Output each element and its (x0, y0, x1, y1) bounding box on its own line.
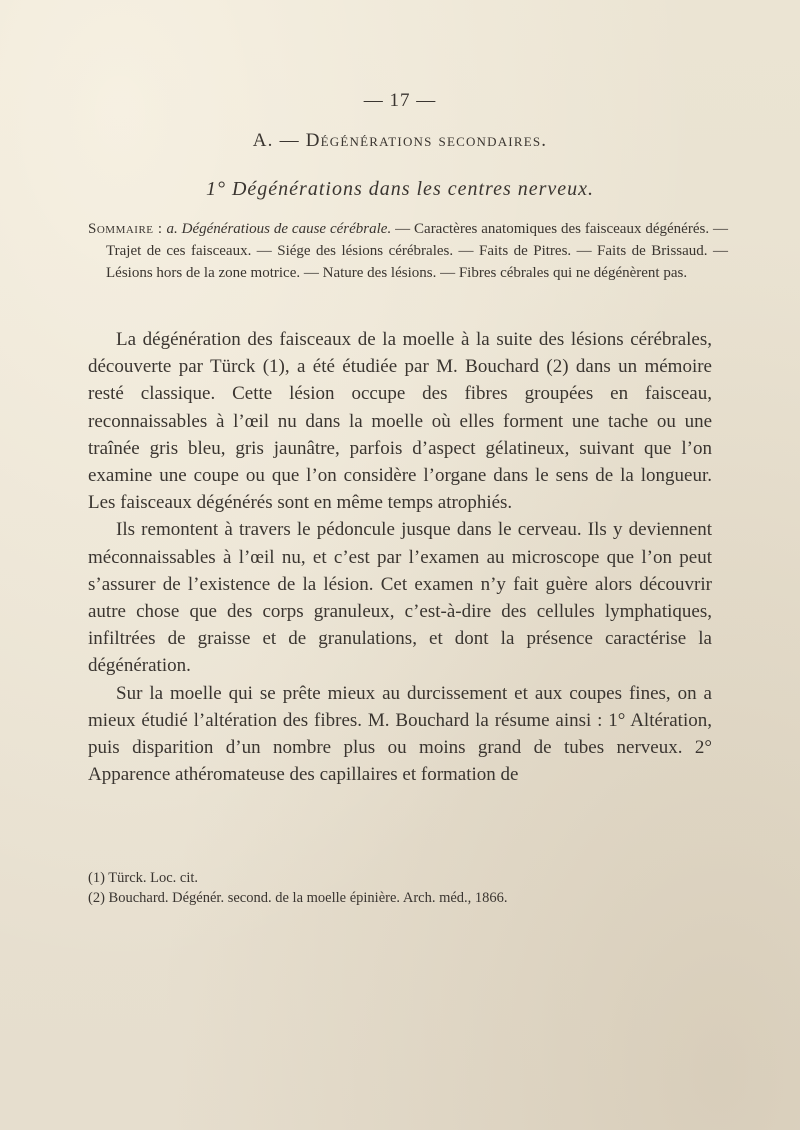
paragraph: Ils remontent à travers le pédoncule jusque dans le cerveau. Ils y deviennent méconnaissables à l’œil nu, et c’est par l’examen au microscope que l’on peut s’assurer de l’existence de la lésion. Cet examen n’y fait guère alors découvrir autre chose que des corps granuleux, c’est-à-dire des cellules lymphatiques, infiltrées de graisse et de granulations, et dont la présence caractérise la dégénération. (88, 519, 712, 677)
body-text (88, 326, 712, 788)
footnote: (1) Türck. Loc. cit. (88, 870, 199, 886)
paragraph: La dégénération des faisceaux de la moelle à la suite des lésions cérébrales, découverte par Türck (1), a été étudiée par M. Bouchard (2) dans un mémoire resté classique. Cette lésion occupe des fibres groupées en faisceau, reconnaissables à l’œil nu dans la moelle où elles forment une tache ou une traînée gris bleu, gris jaunâtre, parfois d’aspect gélatineux, suivant que l’on examine une coupe ou que l’on considère l’organe dans le sens de la longueur. Les faisceaux dégénérés sont en même temps atrophiés. (88, 329, 712, 514)
summary-italic-part: a. Dégénératious de cause cérébrale. (166, 221, 392, 237)
footnotes (88, 868, 710, 908)
summary-text: — Caractères anatomiques des faisceaux dégénérés. — Trajet de ces faisceaux. — Siége des lésions cérébrales. — Faits de Pitres. — Faits de Brissaud. — Lésions hors de la zone motrice. — Nature des lésions. — Fibres cébrales qui ne dégénèrent pas. (106, 221, 728, 281)
section-heading (0, 130, 800, 152)
paragraph: Sur la moelle qui se prête mieux au durcissement et aux coupes fines, on a mieux étudié l’altération des fibres. M. Bouchard la résume ainsi : 1° Altération, puis disparition d’un nombre plus ou moins grand de tubes nerveux. 2° Apparence athéromateuse des capillaires et formation de (88, 682, 712, 786)
section-title: Dégénérations secondaires. (305, 130, 548, 151)
summary-block (88, 218, 728, 284)
page-number: — 17 — (363, 90, 437, 111)
subsection-title: 1° Dégénérations dans les centres nerveux. (205, 178, 595, 200)
section-letter: A. — (252, 130, 300, 151)
footnote: (2) Bouchard. Dégénér. second. de la moelle épinière. Arch. méd., 1866. (88, 890, 508, 906)
summary-label: Sommaire : (88, 221, 163, 237)
